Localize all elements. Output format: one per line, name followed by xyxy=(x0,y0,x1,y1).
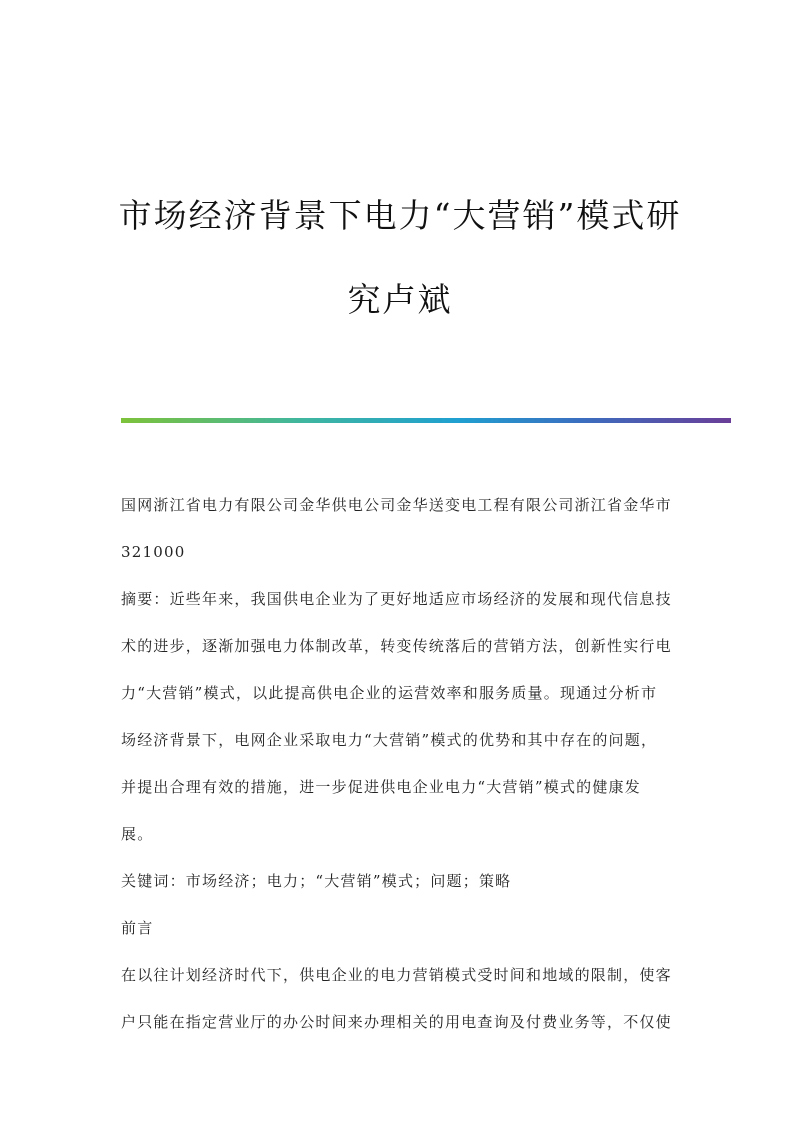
affiliation-line-1: 国网浙江省电力有限公司金华供电公司金华送变电工程有限公司浙江省金华市 xyxy=(121,496,672,514)
document-title-line-2: 究卢斌 xyxy=(347,280,453,319)
section-heading-preface: 前言 xyxy=(121,919,154,937)
affiliation-line-2: 321000 xyxy=(121,543,186,561)
document-title-line-1: 市场经济背景下电力“大营销”模式研 xyxy=(118,196,682,235)
keywords-line: 关键词：市场经济；电力；“大营销”模式；问题；策略 xyxy=(121,872,512,890)
abstract-line: 场经济背景下，电网企业采取电力“大营销”模式的优势和其中存在的问题， xyxy=(121,731,658,749)
abstract-line: 并提出合理有效的措施，进一步促进供电企业电力“大营销”模式的健康发 xyxy=(121,778,641,796)
abstract-line: 术的进步，逐渐加强电力体制改革，转变传统落后的营销方法，创新性实行电 xyxy=(121,637,672,655)
abstract-line: 力“大营销”模式，以此提高供电企业的运营效率和服务质量。现通过分析市 xyxy=(121,684,658,702)
abstract-line: 展。 xyxy=(121,825,154,843)
intro-line: 户只能在指定营业厅的办公时间来办理相关的用电查询及付费业务等，不仅使 xyxy=(121,1013,672,1031)
gradient-divider xyxy=(121,418,731,423)
intro-line: 在以往计划经济时代下，供电企业的电力营销模式受时间和地域的限制，使客 xyxy=(121,966,672,984)
abstract-line: 摘要：近些年来，我国供电企业为了更好地适应市场经济的发展和现代信息技 xyxy=(121,590,672,608)
